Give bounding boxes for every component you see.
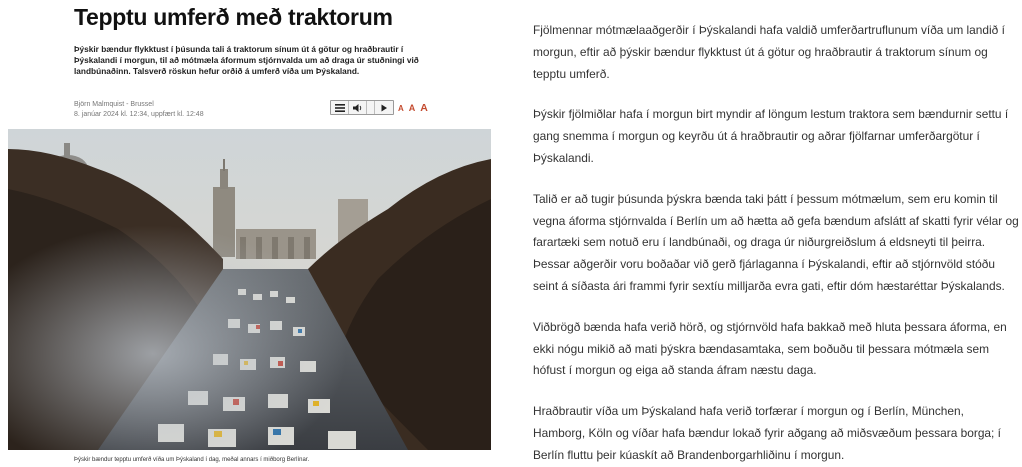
list-icon[interactable] <box>331 101 349 114</box>
byline <box>74 100 204 119</box>
body-paragraph-2: Þýskir fjölmiðlar hafa í morgun birt myndir af löngum lestum traktora sem bændurnir settu í gang snemma í morgun og keyrðu út á hraðbrautir og aðrar fjölfarnar umferðargötur í Þýskalandi. <box>533 107 1009 165</box>
article-headline: Tepptu umferð með traktorum <box>74 4 393 30</box>
body-paragraph-5: Hraðbrautir víða um Þýskaland hafa verið torfærar í morgun og í Berlín, München, Hamborg, Köln og víðar hafa bændur lokað fyrir aðgang að miðsvæðum þessara borga; í Berlín fluttu þeir kúaskít að Brandenborgarhliðinu í morgun. <box>533 404 1001 462</box>
article-lead: Þýskir bændur flykktust í þúsunda tali á traktorum sínum út á götur og hraðbrautir í Þýskalandi í morgun, til að mótmæla áformum stjórnvalda um að draga úr stuðningi við landbúnaðinn. Talsverð röskun hefur orðið á umferð víða um Þýskaland. <box>74 44 419 76</box>
publish-date: 8. janúar 2024 kl. 12:34, uppfært kl. 12:48 <box>74 110 204 118</box>
article-photo <box>8 129 491 450</box>
volume-icon[interactable] <box>349 101 367 114</box>
play-icon[interactable] <box>375 101 393 114</box>
body-paragraph-4: Viðbrögð bænda hafa verið hörð, og stjórnvöld hafa bakkað með hluta þessara áforma, en ekki nógu mikið að mati þýskra bændasamtaka, sem boðuðu til þessara mótmæla sem hófust í morgun og eiga að standa áfram næstu daga. <box>533 319 1007 378</box>
font-size-small-button[interactable]: A <box>398 104 404 113</box>
body-paragraph-3: Talið er að tugir þúsunda þýskra bænda taki þátt í þessum mótmælum, sem eru komin til vegna áforma stjórnvalda í Berlín um að hætta að gefa bændum afslátt af skatti fyrir vélar og farartæki sem notuð eru í landbúnaði, og draga úr niðurgreiðslum á eldsneyti til þeirra. Þessar aðgerðir voru boðaðar við gerð fjárlaganna í Þýskalandi, eftir að stjórnvöld stóðu seint á síðasta ári frammi fyrir sextíu milljarða evra gati, eftir dóm hæstaréttar Þýskalands. <box>533 191 1019 293</box>
progress-track[interactable] <box>367 101 375 114</box>
author-name: Björn Malmquist - Brussel <box>74 101 154 108</box>
article-column <box>0 0 500 467</box>
font-size-controls[interactable] <box>398 102 428 114</box>
font-size-medium-button[interactable]: A <box>408 103 416 113</box>
image-caption: Þýskir bændur tepptu umferð víða um Þýskaland í dag, meðal annars í miðborg Berlínar. <box>74 457 310 463</box>
body-paragraph-1: Fjölmennar mótmælaaðgerðir í Þýskalandi hafa valdið umferðartruflunum víða um landið í morgun, eftir að þýskir bændur flykktust út á götur og hraðbrautir á traktorum sínum og tepptu umferð. <box>533 23 1005 81</box>
audio-player[interactable] <box>330 100 394 115</box>
article-body <box>533 20 1019 467</box>
font-size-large-button[interactable]: A <box>420 102 428 114</box>
